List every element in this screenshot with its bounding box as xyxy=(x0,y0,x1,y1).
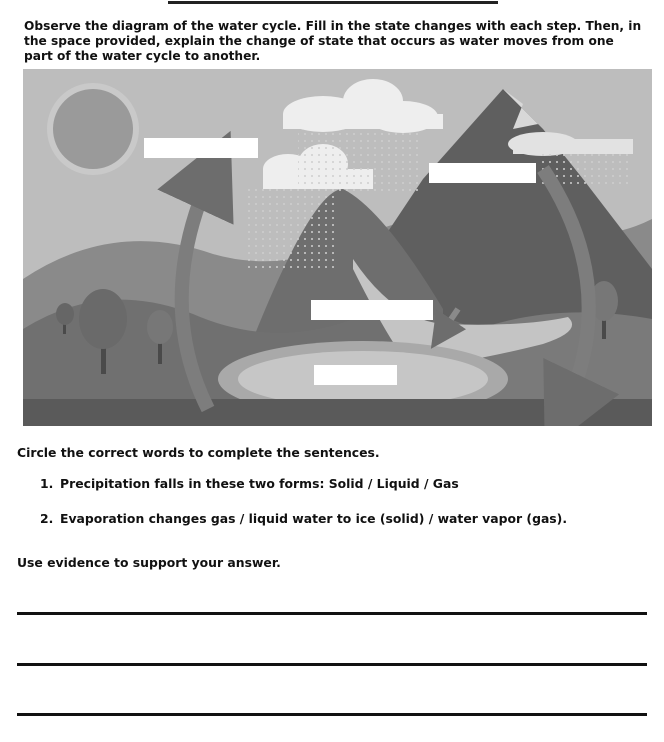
blank-box-condensation xyxy=(144,138,258,158)
circle-prompt: Circle the correct words to complete the sentences. xyxy=(17,445,380,460)
rain-left xyxy=(248,189,338,269)
rain-top xyxy=(298,131,418,191)
evidence-prompt: Use evidence to support your answer. xyxy=(17,555,281,570)
question-2 xyxy=(40,511,567,526)
question-1 xyxy=(40,476,459,491)
question-1-text[interactable]: Precipitation falls in these two forms: Solid / Liquid / Gas xyxy=(60,476,459,491)
water-cycle-diagram xyxy=(23,69,652,426)
blank-box-evaporation xyxy=(314,365,397,385)
blank-box-precipitation xyxy=(429,163,536,183)
answer-line-2[interactable] xyxy=(17,663,647,666)
answer-line-3[interactable] xyxy=(17,713,647,716)
instructions-text: Observe the diagram of the water cycle. Fill in the state changes with each step. Then, in the space provided, explain the change of state that occurs as water moves from one part of the water cycle to another. xyxy=(24,19,642,63)
sun-icon xyxy=(53,89,133,169)
cropped-header-glyphs xyxy=(0,0,664,4)
water-cycle-illustration xyxy=(23,69,652,426)
question-2-text[interactable]: Evaporation changes gas / liquid water to ice (solid) / water vapor (gas). xyxy=(60,511,568,526)
ground xyxy=(23,399,652,426)
blank-box-runoff xyxy=(311,300,433,320)
question-1-number: 1. xyxy=(40,476,54,491)
answer-line-1[interactable] xyxy=(17,612,647,615)
cropped-header-text xyxy=(0,0,664,4)
question-2-number: 2. xyxy=(40,511,54,526)
